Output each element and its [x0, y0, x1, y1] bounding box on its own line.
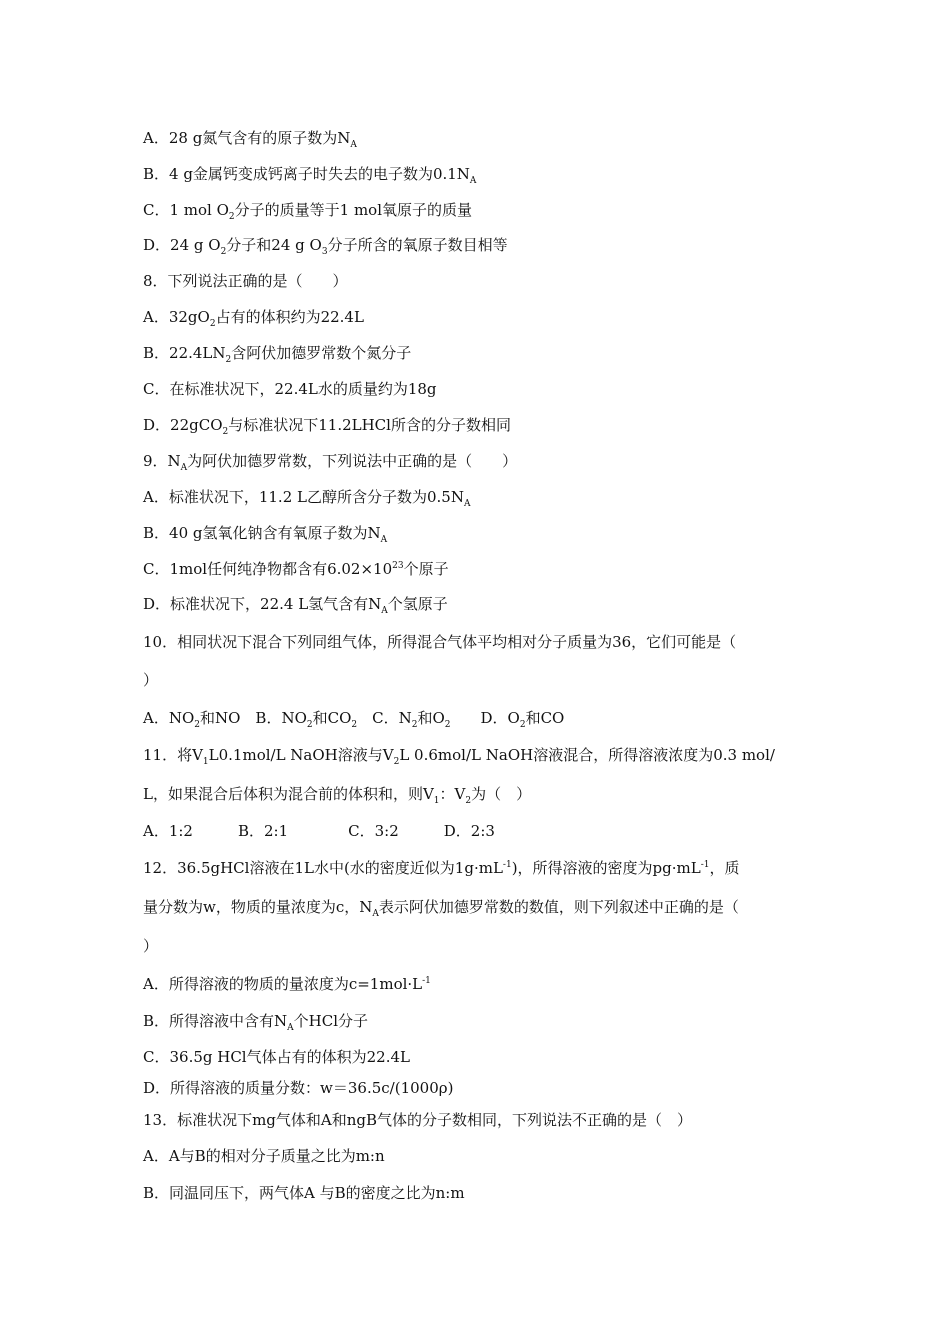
q13-stem: 13．标准状况下mg气体和A和ngB气体的分子数相同，下列说法不正确的是（ ） [143, 1111, 693, 1129]
q11-stem-line1: 11．将$V_1L0.1mol/L$ NaOH溶液与$V_2L$ 0.6mol/L NaOH溶液混合，所得溶液浓度为0.3 mol/ [143, 746, 775, 767]
q9-option-c: C．1mol任何纯净物都含有$6.02\times 10^{23}$个原子 [143, 560, 449, 578]
q7-option-a: A．28 g氮气含有的原子数为$N_A$ [143, 129, 357, 150]
q8-option-b: B．$22.4LN_2$含阿伏加德罗常数个氮分子 [143, 344, 412, 365]
q12-option-d: D．所得溶液的质量分数：w＝36.5c/(1000ρ) [143, 1079, 454, 1097]
q10-stem-line2: ） [143, 671, 159, 689]
q7-option-c: C．1 mol $O_2$分子的质量等于1 mol氧原子的质量 [143, 201, 473, 222]
q8-option-a: A．$32gO_2$占有的体积约为22.4L [143, 308, 364, 329]
q8-option-c: C．在标准状况下，22.4L水的质量约为18g [143, 380, 437, 398]
q8-option-d: D．22gCO$_2$与标准状况下11.2LHCl所含的分子数相同 [143, 416, 511, 437]
q13-option-a: A．A与B的相对分子质量之比为m:n [143, 1147, 385, 1165]
q10-stem-line1: 10．相同状况下混合下列同组气体，所得混合气体平均相对分子质量为36，它们可能是（ [143, 633, 737, 651]
q9-option-b: B．40 g氢氧化钠含有氧原子数为$N_A$ [143, 524, 388, 545]
q7-option-d: D．24 g $O_2$分子和24 g $O_3$分子所含的氧原子数目相等 [143, 236, 508, 257]
q9-option-d: D．标准状况下，22.4 L氢气含有$N_A$个氢原子 [143, 595, 448, 616]
q11-stem-line2: L，如果混合后体积为混合前的体积和，则$V_1$：$V_2$为（ ） [143, 785, 532, 806]
q12-option-b: B．所得溶液中含有$N_A$个HCl分子 [143, 1012, 369, 1033]
q8-stem: 8．下列说法正确的是（ ） [143, 272, 348, 290]
q12-stem-line1: 12．36.5gHCl溶液在1L水中(水的密度近似为$1g\cdot mL^{-1}$)，所得溶液的密度为$pg\cdot mL^{-1}$，质 [143, 859, 740, 877]
q11-options: A．1:2 B．2:1 C．3:2 D．2:3 [143, 822, 495, 840]
q9-stem: 9．$N_A$为阿伏加德罗常数，下列说法中正确的是（ ） [143, 452, 518, 473]
q12-stem-line3: ） [143, 937, 159, 955]
q9-option-a: A．标准状况下，11.2 L乙醇所含分子数为$0.5N_A$ [143, 488, 471, 509]
q12-option-c: C．36.5g HCl气体占有的体积为22.4L [143, 1048, 410, 1066]
q12-option-a: A．所得溶液的物质的量浓度为$c=1mol\cdot L^{-1}$ [143, 975, 431, 993]
q10-options: A．$NO_2$和NO B．$NO_2$和$CO_2$ C．$N_2$和$O_2$ D．$O_2$和CO [143, 709, 565, 730]
q7-option-b: B．4 g金属钙变成钙离子时失去的电子数为$0.1N_A$ [143, 165, 477, 186]
q13-option-b: B．同温同压下，两气体A 与B的密度之比为n:m [143, 1184, 465, 1202]
q12-stem-line2: 量分数为w，物质的量浓度为c，$N_A$表示阿伏加德罗常数的数值，则下列叙述中正确的是（ [143, 898, 739, 919]
